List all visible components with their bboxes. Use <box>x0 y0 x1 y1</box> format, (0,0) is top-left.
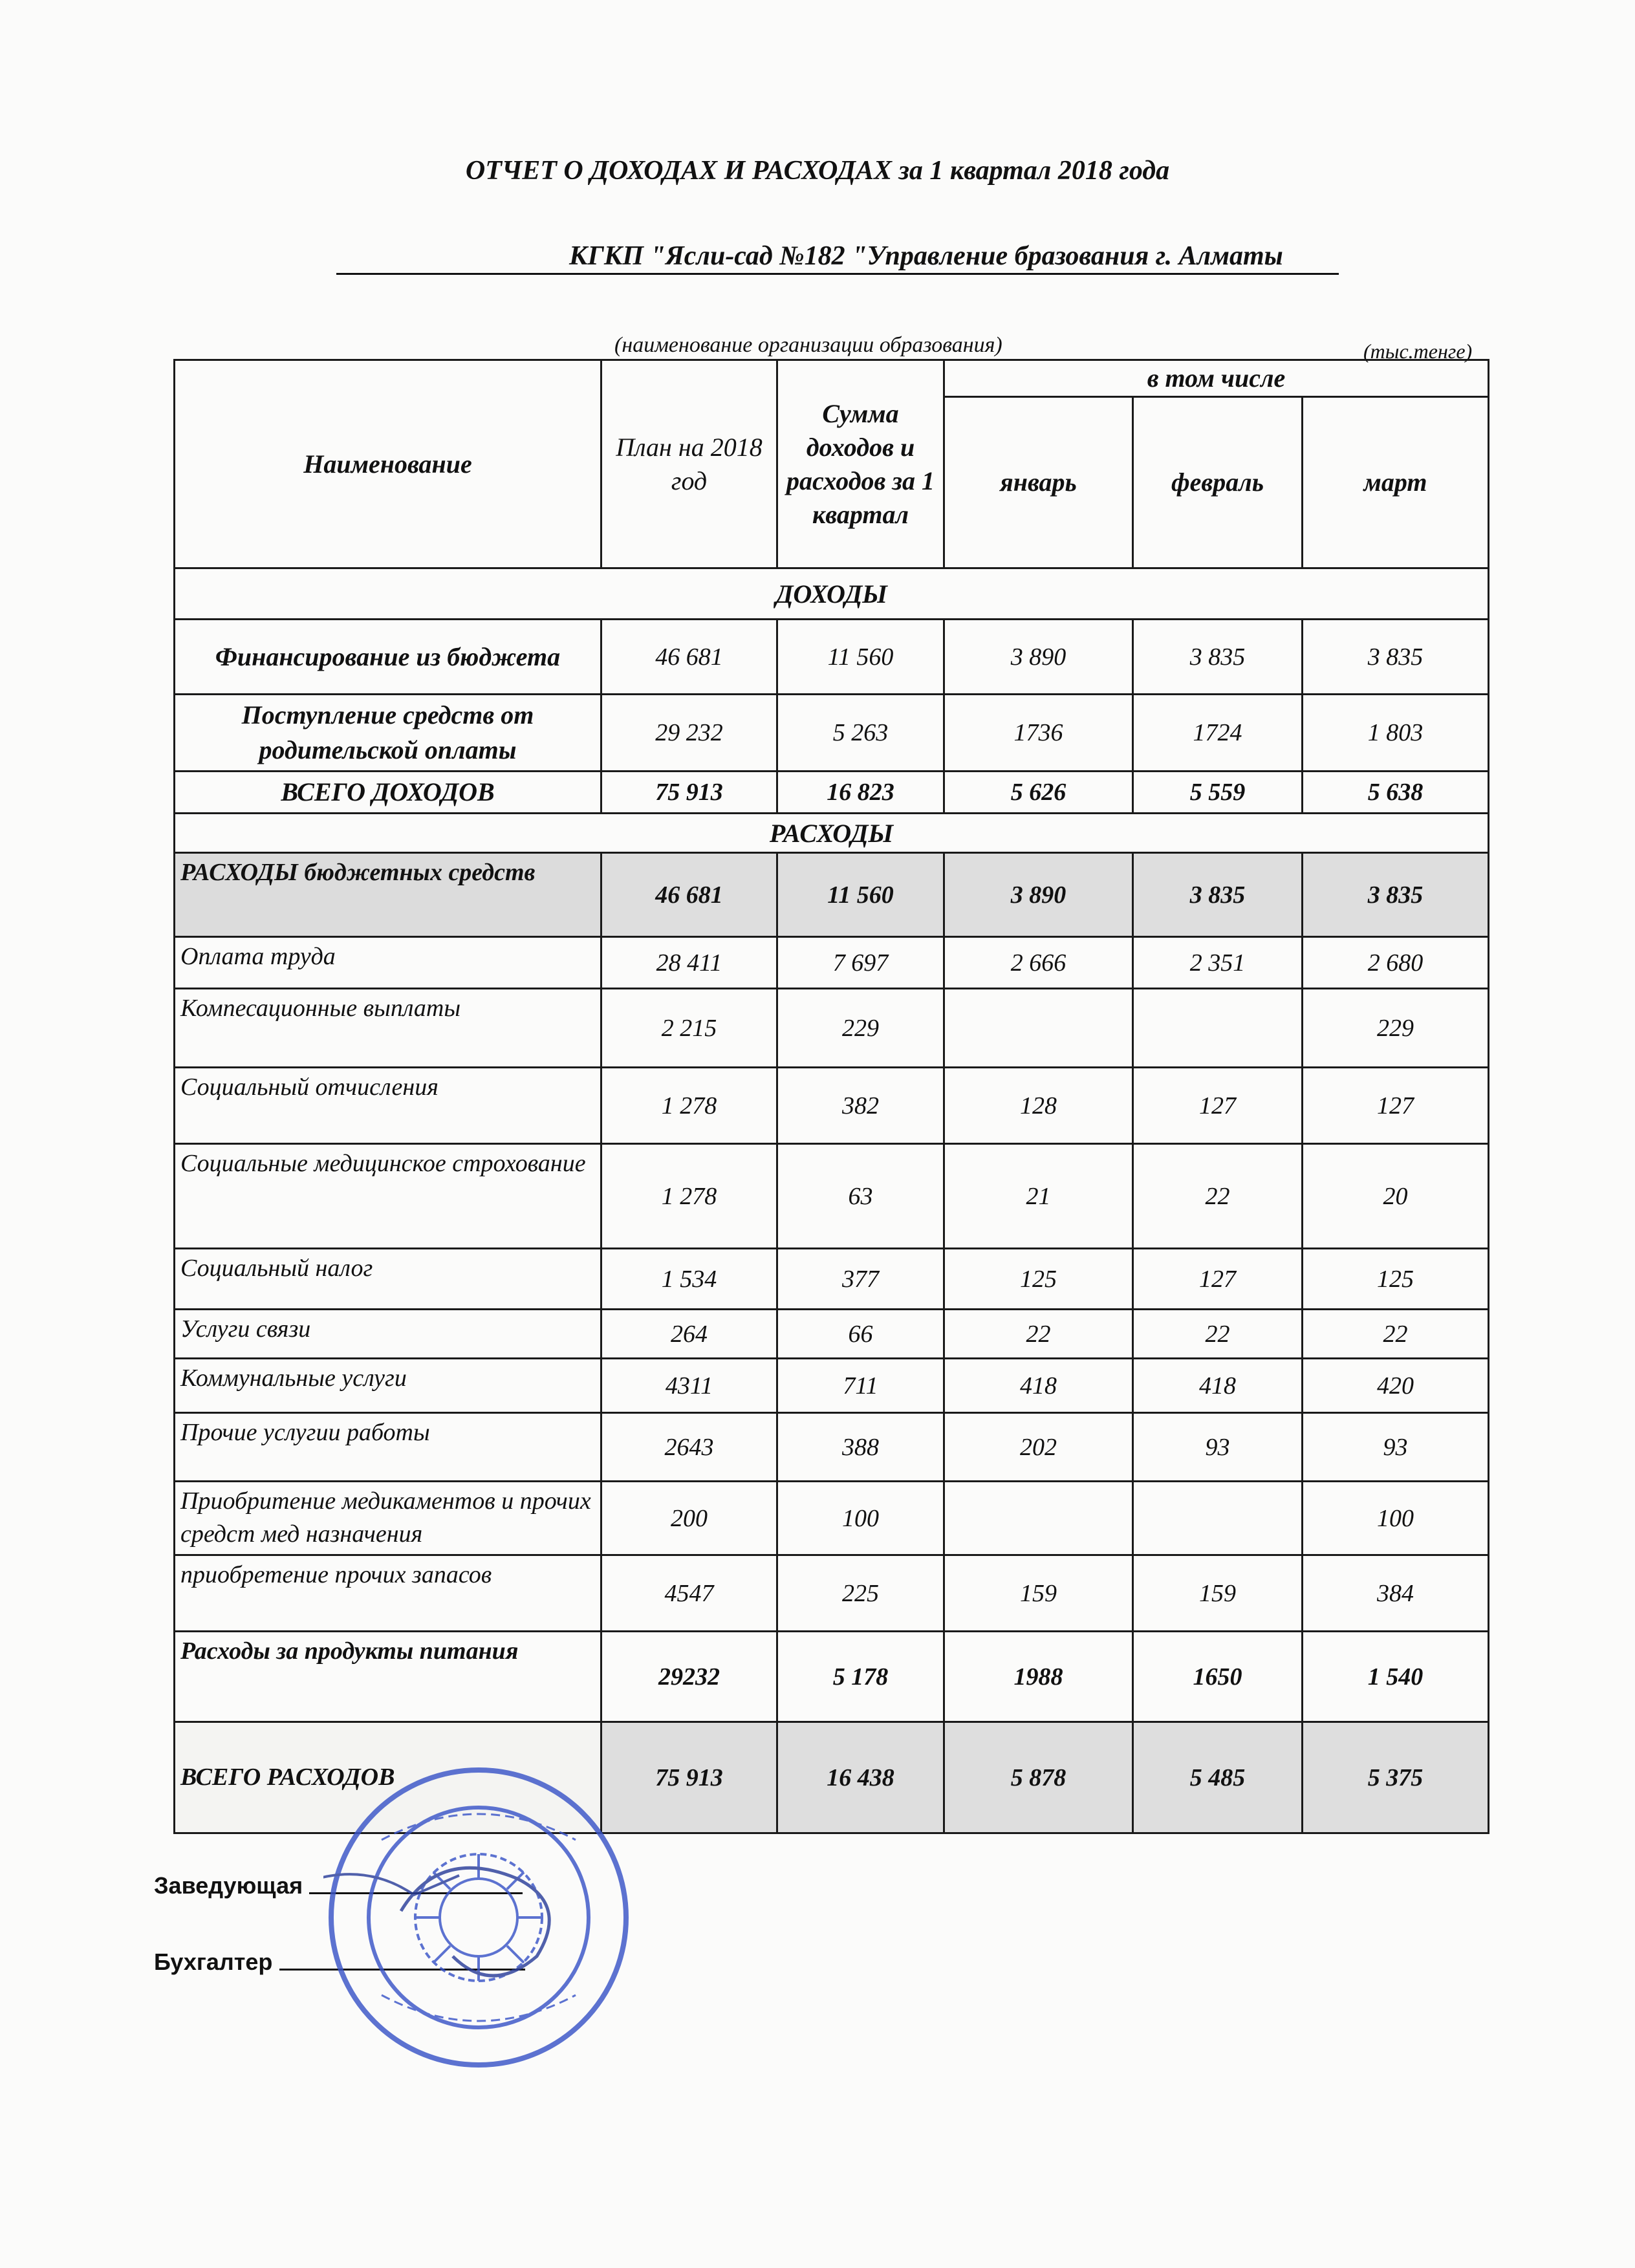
row-jan: 5 878 <box>944 1722 1133 1833</box>
row-sum: 225 <box>777 1555 944 1632</box>
row-mar: 3 835 <box>1303 853 1489 937</box>
row-sum: 5 263 <box>777 695 944 772</box>
row-feb: 159 <box>1133 1555 1303 1632</box>
row-jan: 1988 <box>944 1632 1133 1722</box>
row-name: приобретение прочих запасов <box>175 1555 601 1632</box>
table-row <box>175 1068 1489 1144</box>
units-label: (тыс.тенге) <box>1363 340 1473 363</box>
organization-caption: (наименование организации образования) <box>614 333 1002 357</box>
row-name: Компесационные выплаты <box>175 989 601 1068</box>
row-name: Финансирование из бюджета <box>175 620 601 695</box>
row-mar: 1 540 <box>1303 1632 1489 1722</box>
table-row <box>175 1413 1489 1482</box>
row-plan: 2 215 <box>601 989 777 1068</box>
row-mar: 420 <box>1303 1359 1489 1413</box>
row-name: Социальный налог <box>175 1249 601 1310</box>
row-mar: 384 <box>1303 1555 1489 1632</box>
organization-name: КГКП "Ясли-сад №182 "Управление бразования г. Алматы <box>569 241 1283 271</box>
row-feb: 127 <box>1133 1249 1303 1310</box>
row-feb: 1724 <box>1133 695 1303 772</box>
income-expense-table <box>173 359 1489 1834</box>
row-name: Приобритение медикаментов и прочих средст мед назначения <box>175 1482 601 1555</box>
row-jan: 159 <box>944 1555 1133 1632</box>
row-sum: 382 <box>777 1068 944 1144</box>
row-sum: 229 <box>777 989 944 1068</box>
row-name: Расходы за продукты питания <box>175 1632 601 1722</box>
row-name: Оплата труда <box>175 937 601 989</box>
table-row <box>175 1359 1489 1413</box>
row-sum: 16 438 <box>777 1722 944 1833</box>
table-header-row <box>175 360 1489 397</box>
table-row <box>175 989 1489 1068</box>
row-mar: 127 <box>1303 1068 1489 1144</box>
row-plan: 4547 <box>601 1555 777 1632</box>
row-jan <box>944 1482 1133 1555</box>
official-seal-stamp-icon <box>323 1762 634 2073</box>
row-sum: 11 560 <box>777 620 944 695</box>
col-header-jan: январь <box>944 397 1133 568</box>
row-jan: 1736 <box>944 695 1133 772</box>
row-feb: 3 835 <box>1133 620 1303 695</box>
row-plan: 46 681 <box>601 853 777 937</box>
row-plan: 2643 <box>601 1413 777 1482</box>
food-expenses-row <box>175 1632 1489 1722</box>
row-sum: 100 <box>777 1482 944 1555</box>
row-jan: 128 <box>944 1068 1133 1144</box>
row-mar: 5 375 <box>1303 1722 1489 1833</box>
row-jan: 3 890 <box>944 853 1133 937</box>
row-name: Социальный отчисления <box>175 1068 601 1144</box>
table-row <box>175 1144 1489 1249</box>
row-sum: 11 560 <box>777 853 944 937</box>
row-name: Коммунальные услуги <box>175 1359 601 1413</box>
expense-section-row <box>175 814 1489 853</box>
col-header-including: в том числе <box>944 360 1489 397</box>
row-feb: 127 <box>1133 1068 1303 1144</box>
row-feb: 5 559 <box>1133 772 1303 814</box>
budget-expenses-row <box>175 853 1489 937</box>
col-header-name: Наименование <box>175 360 601 568</box>
col-header-sum: Сумма доходов и расходов за 1 квартал <box>777 360 944 568</box>
row-plan: 1 278 <box>601 1068 777 1144</box>
row-mar: 22 <box>1303 1310 1489 1359</box>
row-mar: 1 803 <box>1303 695 1489 772</box>
income-section-row <box>175 568 1489 620</box>
row-name: РАСХОДЫ бюджетных средств <box>175 853 601 937</box>
row-plan: 75 913 <box>601 1722 777 1833</box>
row-plan: 29 232 <box>601 695 777 772</box>
row-jan <box>944 989 1133 1068</box>
row-name: Социальные медицинское строхование <box>175 1144 601 1249</box>
row-plan: 46 681 <box>601 620 777 695</box>
income-total-row <box>175 772 1489 814</box>
row-jan: 3 890 <box>944 620 1133 695</box>
row-plan: 75 913 <box>601 772 777 814</box>
head-signature-label: Заведующая <box>154 1872 303 1899</box>
row-jan: 125 <box>944 1249 1133 1310</box>
row-feb: 3 835 <box>1133 853 1303 937</box>
row-feb: 1650 <box>1133 1632 1303 1722</box>
table-row <box>175 620 1489 695</box>
row-mar: 5 638 <box>1303 772 1489 814</box>
row-plan: 1 278 <box>601 1144 777 1249</box>
row-name: ВСЕГО РАСХОДОВ <box>175 1722 601 1833</box>
row-jan: 21 <box>944 1144 1133 1249</box>
row-sum: 5 178 <box>777 1632 944 1722</box>
row-sum: 377 <box>777 1249 944 1310</box>
row-plan: 200 <box>601 1482 777 1555</box>
income-section-label: ДОХОДЫ <box>175 568 1489 620</box>
table-row <box>175 937 1489 989</box>
row-feb: 2 351 <box>1133 937 1303 989</box>
row-jan: 5 626 <box>944 772 1133 814</box>
row-feb <box>1133 989 1303 1068</box>
row-name: ВСЕГО ДОХОДОВ <box>175 772 601 814</box>
row-jan: 2 666 <box>944 937 1133 989</box>
row-jan: 202 <box>944 1413 1133 1482</box>
row-name: Поступление средств от родительской оплаты <box>175 695 601 772</box>
row-sum: 66 <box>777 1310 944 1359</box>
row-plan: 1 534 <box>601 1249 777 1310</box>
col-header-feb: февраль <box>1133 397 1303 568</box>
row-sum: 388 <box>777 1413 944 1482</box>
row-plan: 28 411 <box>601 937 777 989</box>
row-feb <box>1133 1482 1303 1555</box>
row-sum: 711 <box>777 1359 944 1413</box>
row-feb: 93 <box>1133 1413 1303 1482</box>
row-mar: 229 <box>1303 989 1489 1068</box>
table-row <box>175 695 1489 772</box>
row-sum: 16 823 <box>777 772 944 814</box>
row-mar: 2 680 <box>1303 937 1489 989</box>
row-name: Прочие услугии работы <box>175 1413 601 1482</box>
row-feb: 418 <box>1133 1359 1303 1413</box>
row-name: Услуги связи <box>175 1310 601 1359</box>
table-row <box>175 1249 1489 1310</box>
col-header-mar: март <box>1303 397 1489 568</box>
row-feb: 22 <box>1133 1144 1303 1249</box>
report-title: ОТЧЕТ О ДОХОДАХ И РАСХОДАХ за 1 квартал 2018 года <box>465 156 1170 186</box>
expense-section-label: РАСХОДЫ <box>175 814 1489 853</box>
row-sum: 63 <box>777 1144 944 1249</box>
row-feb: 5 485 <box>1133 1722 1303 1833</box>
table-row <box>175 1555 1489 1632</box>
row-plan: 264 <box>601 1310 777 1359</box>
row-jan: 418 <box>944 1359 1133 1413</box>
row-mar: 125 <box>1303 1249 1489 1310</box>
table-row <box>175 1482 1489 1555</box>
row-mar: 100 <box>1303 1482 1489 1555</box>
row-mar: 93 <box>1303 1413 1489 1482</box>
row-sum: 7 697 <box>777 937 944 989</box>
table-row <box>175 1310 1489 1359</box>
row-plan: 4311 <box>601 1359 777 1413</box>
row-jan: 22 <box>944 1310 1133 1359</box>
row-plan: 29232 <box>601 1632 777 1722</box>
row-mar: 20 <box>1303 1144 1489 1249</box>
row-mar: 3 835 <box>1303 620 1489 695</box>
row-feb: 22 <box>1133 1310 1303 1359</box>
accountant-signature-label: Бухгалтер <box>154 1949 273 1975</box>
col-header-plan: План на 2018 год <box>601 360 777 568</box>
